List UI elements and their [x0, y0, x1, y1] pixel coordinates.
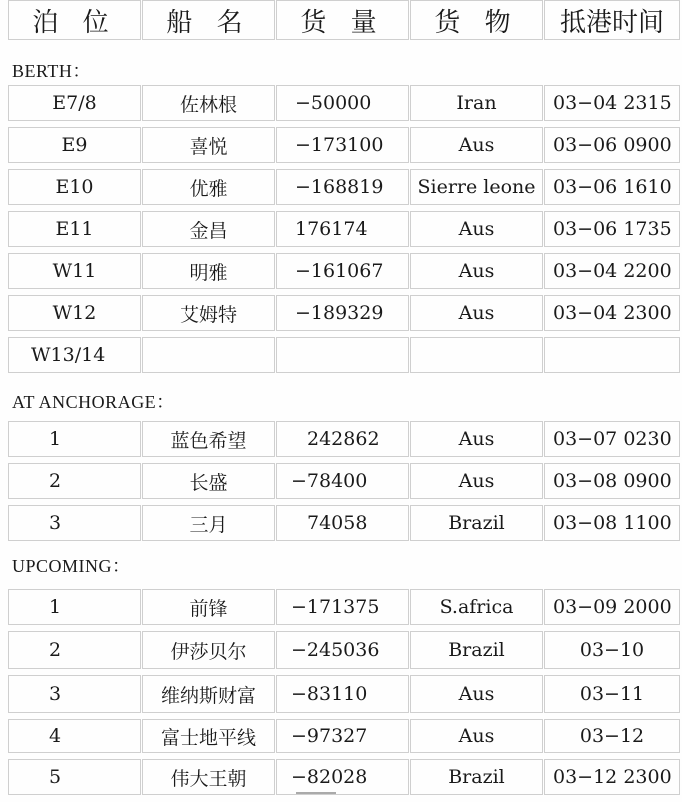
quantity-cell: −78400: [276, 463, 409, 499]
ship-name-cell: 喜悦: [142, 127, 275, 163]
arrival-time-cell: 03−11: [544, 675, 680, 713]
cargo-cell: Aus: [410, 253, 543, 289]
berth-cell: E9: [8, 127, 141, 163]
cargo-cell: Brazil: [410, 759, 543, 795]
arrival-time-cell: [544, 337, 680, 373]
berth-cell: 1: [8, 589, 141, 625]
table-row: [0, 628, 682, 672]
cargo-cell: Aus: [410, 421, 543, 457]
quantity-cell: −168819: [276, 169, 409, 205]
arrival-time-cell: 03−07 0230: [544, 421, 680, 457]
header-ship-name: 船 名: [142, 0, 275, 40]
arrival-time-cell: 03−08 0900: [544, 463, 680, 499]
table-row: [0, 716, 682, 756]
quantity-cell: −171375: [276, 589, 409, 625]
cargo-cell: Aus: [410, 719, 543, 753]
berth-cell: W12: [8, 295, 141, 331]
header-berth: 泊 位: [8, 0, 141, 40]
cut-off-text-fragment: [296, 792, 336, 802]
berth-cell: E7/8: [8, 85, 141, 121]
ship-name-cell: 前锋: [142, 589, 275, 625]
quantity-cell: −161067: [276, 253, 409, 289]
berth-cell: 1: [8, 421, 141, 457]
section-label-anchorage: AT ANCHORAGE：: [12, 392, 175, 412]
berth-cell: E10: [8, 169, 141, 205]
cargo-cell: Brazil: [410, 505, 543, 541]
table-row: [0, 418, 682, 460]
quantity-cell: 74058: [276, 505, 409, 541]
ship-name-cell: 明雅: [142, 253, 275, 289]
table-row: [0, 334, 682, 376]
ship-name-cell: [142, 337, 275, 373]
arrival-time-cell: 03−06 1735: [544, 211, 680, 247]
ship-name-cell: 伊莎贝尔: [142, 631, 275, 669]
cargo-cell: Aus: [410, 295, 543, 331]
arrival-time-cell: 03−06 0900: [544, 127, 680, 163]
table-row: [0, 586, 682, 628]
arrival-time-cell: 03−12: [544, 719, 680, 753]
table-row: [0, 292, 682, 334]
quantity-cell: 242862: [276, 421, 409, 457]
header-cargo: 货 物: [410, 0, 543, 40]
cargo-cell: Aus: [410, 127, 543, 163]
cargo-cell: Brazil: [410, 631, 543, 669]
ship-name-cell: 富士地平线: [142, 719, 275, 753]
arrival-time-cell: 03−06 1610: [544, 169, 680, 205]
table-row: [0, 208, 682, 250]
cargo-cell: [410, 337, 543, 373]
ship-name-cell: 蓝色希望: [142, 421, 275, 457]
table-row: [0, 124, 682, 166]
section-label-upcoming: UPCOMING：: [12, 556, 131, 576]
quantity-cell: −83110: [276, 675, 409, 713]
table-row: [0, 672, 682, 716]
table-row: [0, 250, 682, 292]
quantity-cell: [276, 337, 409, 373]
ship-name-cell: 三月: [142, 505, 275, 541]
arrival-time-cell: 03−09 2000: [544, 589, 680, 625]
header-row: [0, 0, 682, 44]
berth-cell: 3: [8, 675, 141, 713]
arrival-time-cell: 03−04 2315: [544, 85, 680, 121]
arrival-time-cell: 03−12 2300: [544, 759, 680, 795]
ship-name-cell: 伟大王朝: [142, 759, 275, 795]
quantity-cell: 176174: [276, 211, 409, 247]
cargo-cell: Aus: [410, 211, 543, 247]
cargo-cell: Aus: [410, 675, 543, 713]
table-row: [0, 502, 682, 544]
arrival-time-cell: 03−08 1100: [544, 505, 680, 541]
ship-name-cell: 金昌: [142, 211, 275, 247]
cargo-cell: Iran: [410, 85, 543, 121]
ship-name-cell: 维纳斯财富: [142, 675, 275, 713]
berth-cell: 4: [8, 719, 141, 753]
ship-name-cell: 优雅: [142, 169, 275, 205]
ship-name-cell: 长盛: [142, 463, 275, 499]
berth-cell: E11: [8, 211, 141, 247]
quantity-cell: −97327: [276, 719, 409, 753]
berth-cell: 2: [8, 631, 141, 669]
table-row: [0, 460, 682, 502]
berth-cell: W11: [8, 253, 141, 289]
quantity-cell: −189329: [276, 295, 409, 331]
berth-cell: 2: [8, 463, 141, 499]
quantity-cell: −245036: [276, 631, 409, 669]
cargo-cell: Sierre leone: [410, 169, 543, 205]
arrival-time-cell: 03−10: [544, 631, 680, 669]
header-quantity: 货 量: [276, 0, 409, 40]
quantity-cell: −50000: [276, 85, 409, 121]
table-row: [0, 756, 682, 798]
table-row: [0, 166, 682, 208]
berth-cell: W13/14: [8, 337, 141, 373]
ship-name-cell: 佐林根: [142, 85, 275, 121]
berth-cell: 5: [8, 759, 141, 795]
arrival-time-cell: 03−04 2200: [544, 253, 680, 289]
table-row: [0, 82, 682, 124]
arrival-time-cell: 03−04 2300: [544, 295, 680, 331]
header-arrival-time: 抵港时间: [544, 0, 680, 40]
quantity-cell: −82028: [276, 759, 409, 795]
section-label-berth: BERTH：: [12, 61, 91, 81]
ship-name-cell: 艾姆特: [142, 295, 275, 331]
cargo-cell: S.africa: [410, 589, 543, 625]
quantity-cell: −173100: [276, 127, 409, 163]
cargo-cell: Aus: [410, 463, 543, 499]
berth-cell: 3: [8, 505, 141, 541]
